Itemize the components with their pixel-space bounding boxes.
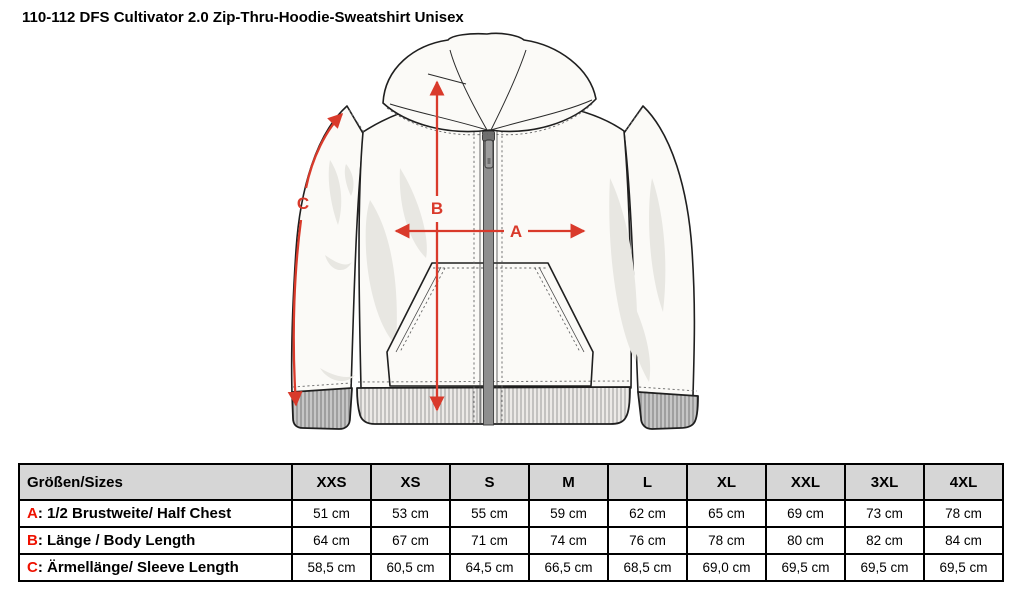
body-length-3xl: 82 cm — [845, 527, 924, 554]
sleeve-length-xxs: 58,5 cm — [292, 554, 371, 581]
half-chest-s: 55 cm — [450, 500, 529, 527]
label-a-half-chest: A — [509, 222, 523, 241]
body-length-xl: 78 cm — [687, 527, 766, 554]
page-title: 110-112 DFS Cultivator 2.0 Zip-Thru-Hoodie-Sweatshirt Unisex — [22, 9, 464, 26]
sleeve-length-s: 64,5 cm — [450, 554, 529, 581]
half-chest-m: 59 cm — [529, 500, 608, 527]
label-b-body-length: B — [430, 199, 444, 218]
size-col-4xl: 4XL — [924, 464, 1003, 500]
size-col-xl: XL — [687, 464, 766, 500]
sleeve-length-xl: 69,0 cm — [687, 554, 766, 581]
size-table — [18, 463, 1004, 582]
label-c-sleeve-length: C — [296, 194, 310, 213]
size-col-xs: XS — [371, 464, 450, 500]
body-length-l: 76 cm — [608, 527, 687, 554]
sleeve-length-3xl: 69,5 cm — [845, 554, 924, 581]
size-col-m: M — [529, 464, 608, 500]
body-length-xxs: 64 cm — [292, 527, 371, 554]
hoodie-measurement-diagram — [283, 28, 713, 443]
body-length-s: 71 cm — [450, 527, 529, 554]
sleeve-length-4xl: 69,5 cm — [924, 554, 1003, 581]
sleeve-length-xs: 60,5 cm — [371, 554, 450, 581]
hoodie-sketch-svg — [283, 28, 713, 443]
half-chest-xl: 65 cm — [687, 500, 766, 527]
sizes-header-label: Größen/Sizes — [19, 464, 292, 500]
size-col-s: S — [450, 464, 529, 500]
measure-letter-b: B — [27, 532, 38, 549]
body-length-xxl: 80 cm — [766, 527, 845, 554]
row-body-length-label: B: Länge / Body Length — [19, 527, 292, 554]
sleeve-length-l: 68,5 cm — [608, 554, 687, 581]
half-chest-xs: 53 cm — [371, 500, 450, 527]
sleeve-length-m: 66,5 cm — [529, 554, 608, 581]
row-body-length — [19, 527, 1003, 554]
sleeve-length-xxl: 69,5 cm — [766, 554, 845, 581]
size-col-l: L — [608, 464, 687, 500]
size-col-xxs: XXS — [292, 464, 371, 500]
body-length-4xl: 84 cm — [924, 527, 1003, 554]
body-length-m: 74 cm — [529, 527, 608, 554]
row-half-chest-label: A: 1/2 Brustweite/ Half Chest — [19, 500, 292, 527]
size-col-xxl: XXL — [766, 464, 845, 500]
size-col-3xl: 3XL — [845, 464, 924, 500]
zipper-slider — [483, 131, 495, 141]
half-chest-l: 62 cm — [608, 500, 687, 527]
half-chest-3xl: 73 cm — [845, 500, 924, 527]
row-sleeve-length — [19, 554, 1003, 581]
body-length-xs: 67 cm — [371, 527, 450, 554]
half-chest-xxl: 69 cm — [766, 500, 845, 527]
measure-letter-c: C — [27, 559, 38, 576]
row-half-chest — [19, 500, 1003, 527]
size-table-header-row — [19, 464, 1003, 500]
half-chest-4xl: 78 cm — [924, 500, 1003, 527]
half-chest-xxs: 51 cm — [292, 500, 371, 527]
row-sleeve-length-label: C: Ärmellänge/ Sleeve Length — [19, 554, 292, 581]
measure-letter-a: A — [27, 505, 38, 522]
